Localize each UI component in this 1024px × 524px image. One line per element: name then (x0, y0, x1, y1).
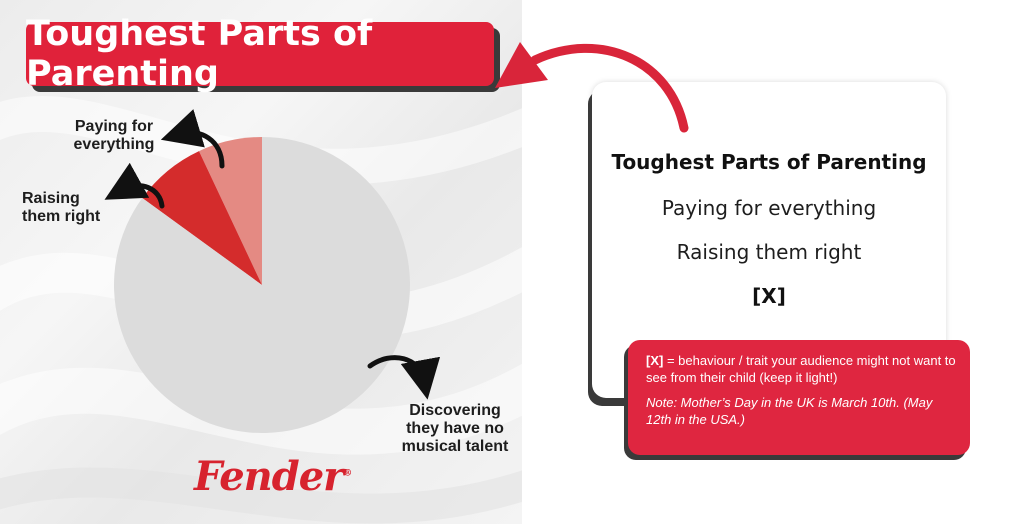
card-item-paying: Paying for everything (661, 196, 877, 220)
note-key: [X] (646, 353, 664, 368)
label-discover-line2: they have no (406, 420, 504, 437)
label-paying-line2: everything (73, 136, 155, 153)
note-definition (646, 352, 956, 386)
note-box (628, 340, 970, 455)
label-discover-line3: musical talent (401, 438, 509, 455)
title-banner (26, 14, 494, 94)
note-date: Note: Mother’s Day in the UK is March 10th. (May 12th in the USA.) (646, 395, 933, 427)
card-item-raising: Raising them right (676, 240, 862, 264)
card-title: Toughest Parts of Parenting (611, 150, 927, 174)
fender-logo-text: Fender (194, 453, 344, 500)
page-title: Toughest Parts of Parenting (26, 14, 373, 94)
label-discovering-no-talent (395, 402, 515, 456)
label-paying-line1: Paying for (74, 118, 154, 135)
label-raising-line2: them right (22, 208, 101, 225)
label-paying-for-everything (66, 118, 162, 154)
label-raising-line1: Raising (22, 190, 80, 207)
label-raising-them-right (22, 190, 122, 226)
label-discover-line1: Discovering (409, 402, 501, 419)
card-placeholder: [X] (752, 284, 786, 308)
fender-logo (194, 453, 351, 500)
note-definition-text: = behaviour / trait your audience might not want to see from their child (keep it light!) (646, 353, 956, 385)
registered-mark: ® (343, 468, 352, 479)
